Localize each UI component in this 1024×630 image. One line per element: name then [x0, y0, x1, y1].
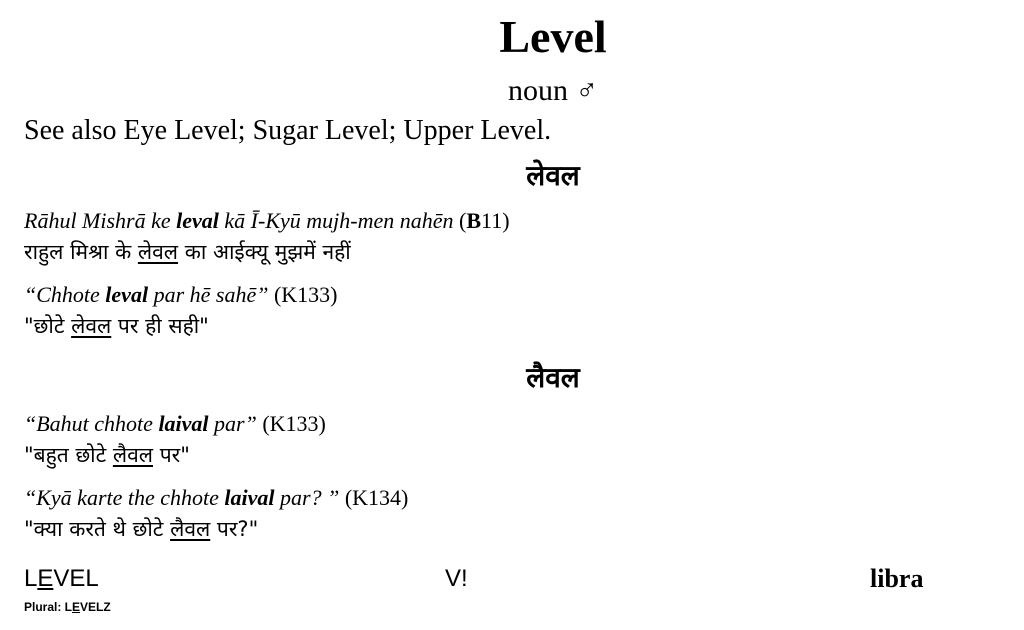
see-also: See also Eye Level; Sugar Level; Upper Level.	[24, 115, 552, 146]
devanagari-text: का आईक्यू मुझमें नहीं	[178, 240, 351, 264]
plural-part: VELZ	[80, 600, 111, 614]
phonetic-part: VEL	[53, 565, 99, 592]
devanagari-text: "छोटे	[24, 314, 72, 338]
transliteration-text: par? ”	[274, 485, 340, 510]
plural-part: Plural: L	[24, 600, 73, 614]
devanagari-text: पर?"	[210, 517, 259, 541]
part-of-speech: noun ♂	[508, 74, 598, 107]
footer-marker: V!	[445, 565, 468, 592]
headword-devanagari: लैवल	[112, 443, 154, 467]
headword-transliteration: laival	[158, 411, 209, 436]
example-transliteration	[24, 413, 326, 435]
devanagari-text: "बहुत छोटे	[24, 443, 113, 467]
phonetic-spelling	[24, 567, 99, 591]
headword-transliteration: leval	[105, 282, 149, 307]
transliteration-text: “Chhote	[24, 282, 106, 307]
source-ref: (K133)	[256, 411, 326, 436]
devanagari-text: "क्या करते थे छोटे	[24, 517, 171, 541]
transliteration-text: Rāhul Mishrā ke	[24, 208, 177, 233]
example-devanagari	[24, 316, 209, 337]
headword-devanagari: लैवल	[170, 517, 211, 541]
source-ref: (K133)	[268, 282, 338, 307]
transliteration-text: par”	[208, 411, 257, 436]
example-transliteration	[24, 487, 408, 509]
example-transliteration	[24, 210, 510, 232]
section-heading-1: लेवल	[526, 159, 580, 192]
plural-spelling	[24, 601, 111, 613]
stressed-letter: E	[72, 600, 81, 614]
headword-devanagari: लेवल	[71, 314, 112, 338]
example-devanagari	[24, 519, 258, 540]
devanagari-text: पर"	[153, 443, 190, 467]
example-devanagari	[24, 445, 190, 466]
phonetic-part: L	[24, 565, 38, 592]
footer-origin: libra	[870, 564, 924, 593]
transliteration-text: kā Ī-Kyū mujh-men nahēn	[218, 208, 454, 233]
devanagari-text: पर ही सही"	[111, 314, 209, 338]
source-ref: 11)	[481, 208, 510, 233]
section-heading-2: लैवल	[526, 361, 580, 394]
transliteration-text: “Kyā karte the chhote	[24, 485, 225, 510]
headword-devanagari: लेवल	[137, 240, 179, 264]
entry-title: Level	[499, 11, 607, 62]
source-ref: (K134)	[339, 485, 409, 510]
source-ref: (	[453, 208, 467, 233]
transliteration-text: par hē sahē”	[148, 282, 269, 307]
transliteration-text: “Bahut chhote	[24, 411, 159, 436]
devanagari-text: राहुल मिश्रा के	[24, 240, 138, 264]
headword-transliteration: laival	[224, 485, 275, 510]
headword-transliteration: leval	[176, 208, 219, 233]
example-devanagari	[24, 242, 351, 263]
example-transliteration	[24, 284, 338, 306]
source-ref-bold: B	[466, 208, 482, 233]
stressed-letter: E	[37, 565, 54, 592]
